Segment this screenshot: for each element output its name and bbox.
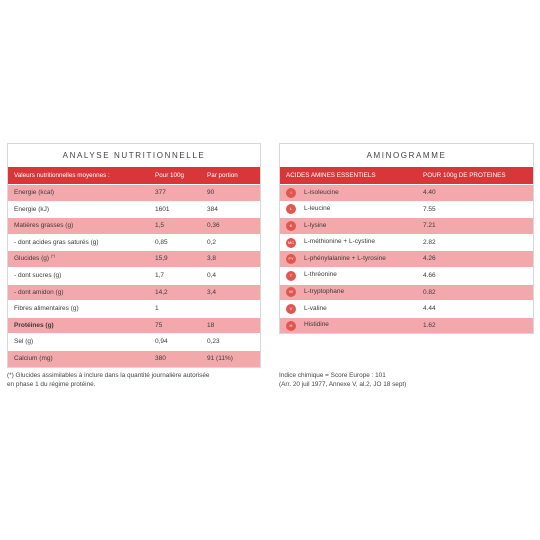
amino-row-label: I L-isoleucine	[280, 185, 423, 201]
nutrition-row-portion: 0,4	[207, 271, 217, 279]
amino-row-label: W L-tryptophane	[280, 285, 423, 301]
nutrition-row-portion: 0,2	[207, 238, 217, 246]
nutrition-row-per100: 14,2	[155, 288, 168, 296]
amino-badge-icon: MC	[286, 238, 296, 248]
amino-row-label: V L-valine	[280, 301, 423, 317]
nutrition-row-portion: 91 (11%)	[207, 354, 233, 362]
amino-header-value: POUR 100g DE PROTEINES	[423, 172, 506, 179]
amino-row-label: K L-lysine	[280, 218, 423, 234]
footnote-marker: (*)	[50, 253, 56, 259]
amino-row-value: 4.44	[423, 305, 436, 313]
amino-badge-icon: H	[286, 321, 296, 331]
amino-row	[280, 234, 533, 251]
nutrition-row-per100: 1	[155, 305, 159, 313]
nutrition-header-label: Valeurs nutritionnelles moyennes :	[14, 172, 110, 179]
nutrition-row-label: Sel (g)	[14, 338, 34, 346]
nutrition-row	[8, 217, 260, 234]
amino-row-value: 0.82	[423, 288, 436, 296]
nutrition-row-label: Matières grasses (g)	[14, 222, 74, 230]
nutrition-row-per100: 1,7	[155, 271, 165, 279]
nutrition-row-portion: 3,8	[207, 255, 217, 263]
note-line: Indice chimique = Score Europe : 101	[279, 372, 386, 379]
nutrition-row-portion	[207, 301, 260, 317]
nutrition-row-per100: 380	[155, 354, 166, 362]
nutrition-row-label: Energie (kJ)	[14, 205, 50, 213]
nutrition-row-label: Energie (kcal)	[14, 189, 55, 196]
nutrition-row-label: - dont sucres (g)	[14, 271, 62, 279]
nutrition-row	[8, 350, 260, 367]
amino-row-value: 2.82	[423, 238, 436, 246]
nutrition-row-portion: 384	[207, 205, 218, 213]
amino-row	[280, 317, 533, 334]
nutrition-row-per100: 75	[155, 321, 163, 329]
nutrition-row-per100: 1,5	[155, 222, 165, 230]
amino-row	[280, 250, 533, 267]
nutrition-row	[8, 333, 260, 350]
nutrition-row	[8, 250, 260, 267]
chemical-index-note	[279, 372, 539, 389]
nutrition-row-portion: 90	[207, 189, 215, 196]
amino-row	[280, 217, 533, 234]
nutrition-row-per100: 1601	[155, 205, 170, 213]
nutrition-row-label: Calcium (mg)	[14, 354, 53, 362]
amino-badge-icon: W	[286, 287, 296, 297]
nutrition-row-label: - dont acides gras saturés (g)	[14, 238, 99, 246]
footnote-line: en phase 1 du régime protéiné.	[7, 380, 96, 388]
nutrition-title: ANALYSE NUTRITIONNELLE	[8, 144, 260, 167]
nutrition-row-portion: 18	[207, 321, 215, 329]
nutrition-row-portion: 0,36	[207, 222, 220, 230]
amino-row	[280, 284, 533, 301]
amino-row-value: 4.40	[423, 189, 436, 196]
nutrition-row-per100: 0,94	[155, 338, 168, 346]
nutrition-row-per100: 15,9	[155, 255, 168, 263]
amino-row	[280, 184, 533, 201]
nutrition-row	[8, 300, 260, 317]
nutrition-row-label: Protéines (g)	[14, 321, 54, 329]
nutrition-table	[7, 143, 261, 368]
nutrition-row-label: Glucides (g) (*)	[14, 253, 56, 263]
amino-badge-icon: V	[286, 304, 296, 314]
amino-table	[279, 143, 534, 334]
amino-row-value: 4.26	[423, 255, 436, 263]
nutrition-row-per100: 377	[155, 189, 166, 196]
amino-badge-icon: L	[286, 204, 296, 214]
nutrition-row-per100: 0,85	[155, 238, 168, 246]
amino-row	[280, 201, 533, 218]
amino-row-label: L L-leucine	[280, 202, 423, 218]
nutrition-header-per100: Pour 100g	[155, 172, 185, 179]
nutrition-row	[8, 201, 260, 218]
nutrition-row	[8, 234, 260, 251]
amino-header-label: ACIDES AMINES ESSENTIELS	[286, 172, 376, 179]
amino-row-value: 7.21	[423, 222, 436, 230]
amino-badge-icon: K	[286, 221, 296, 231]
amino-title: AMINOGRAMME	[280, 144, 533, 167]
amino-row-value: 1.62	[423, 321, 436, 329]
note-line: (Arr. 20 juil 1977, Annexe V, al.2, JO 18 sept)	[279, 380, 407, 388]
nutrition-footnote	[7, 372, 267, 389]
nutrition-header-portion: Par portion	[207, 172, 238, 179]
amino-badge-icon: T	[286, 271, 296, 281]
nutrition-row	[8, 284, 260, 301]
amino-row	[280, 300, 533, 317]
amino-row-value: 4.66	[423, 271, 436, 279]
nutrition-row-portion: 0,23	[207, 338, 220, 346]
footnote-line: (*) Glucides assimilables à inclure dans la quantité journalière autorisée	[7, 372, 210, 379]
nutrition-header-row	[8, 167, 260, 184]
nutrition-row	[8, 184, 260, 201]
nutrition-row-portion: 3,4	[207, 288, 217, 296]
nutrition-row-label: - dont amidon (g)	[14, 288, 64, 296]
amino-row	[280, 267, 533, 284]
amino-row-label: H Histidine	[280, 318, 423, 334]
nutrition-row	[8, 317, 260, 334]
amino-row-label: FY L-phénylalanine + L-tyrosine	[280, 251, 423, 267]
nutrition-row	[8, 267, 260, 284]
amino-badge-icon: I	[286, 188, 296, 198]
amino-row-label: MC L-méthionine + L-cystine	[280, 235, 423, 251]
amino-badge-icon: FY	[286, 254, 296, 264]
nutrition-row-label: Fibres alimentaires (g)	[14, 305, 79, 313]
amino-row-value: 7.55	[423, 205, 436, 213]
amino-row-label: T L-thréonine	[280, 268, 423, 284]
amino-header-row	[280, 167, 533, 184]
